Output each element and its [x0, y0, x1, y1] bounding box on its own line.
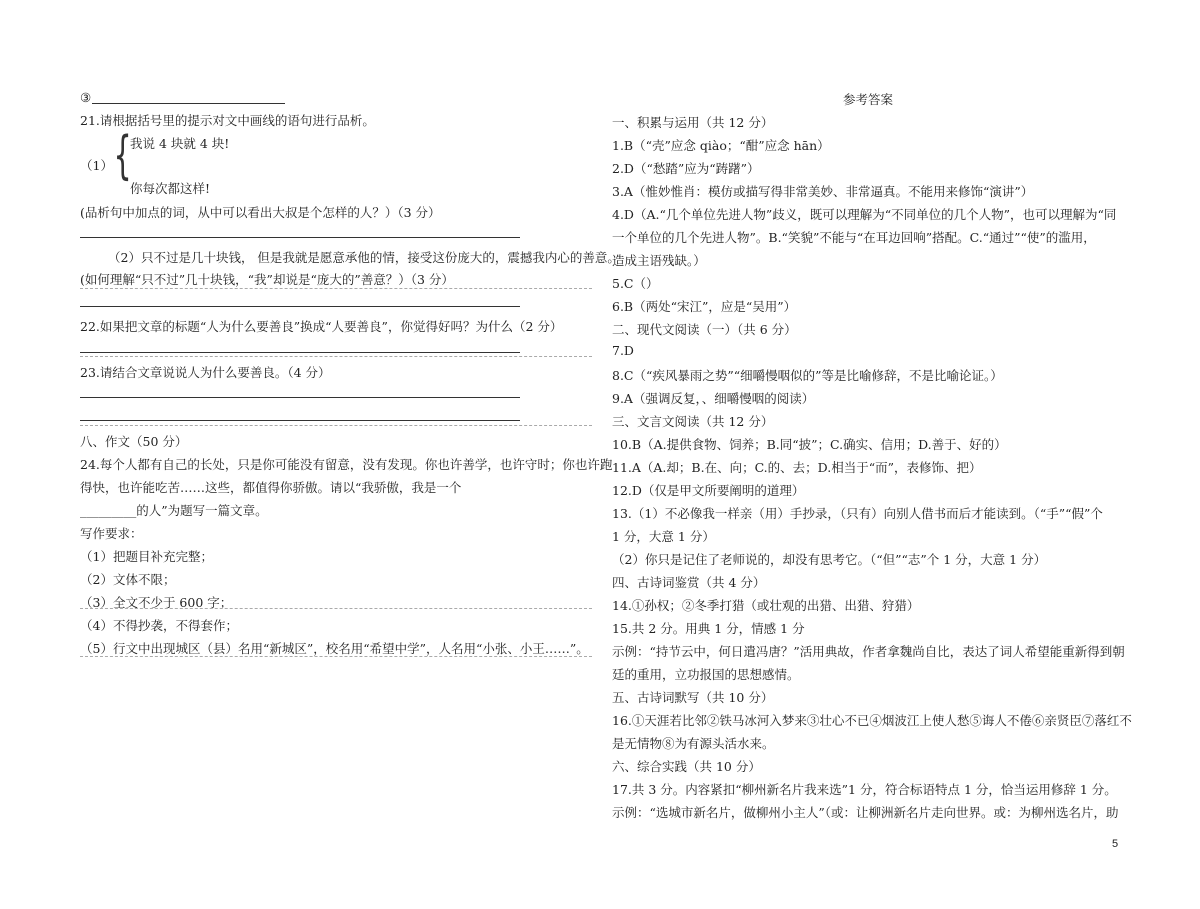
- answer-line-text: 9.A（强调反复，、细嚼慢咽的阅读）: [612, 391, 815, 406]
- blank-3-label: ③: [80, 90, 92, 105]
- q21-prompt: 21.请根据括号里的提示对文中画线的语句进行品析。: [80, 113, 375, 128]
- q21-1-sentence-b: 你每次都这样!: [130, 181, 211, 196]
- answer-line-text: 7.D: [612, 343, 634, 358]
- requirement-item: （3）全文不少于 600 字；: [80, 595, 233, 610]
- dashed-divider: [80, 288, 592, 289]
- answer-line-text: 6.B（两处“宋江”，应是“吴用”）: [612, 299, 797, 314]
- requirement-item: （4）不得抄袭，不得套作；: [80, 618, 238, 633]
- answer-line-text: 造成主语残缺。）: [612, 253, 706, 268]
- q24-text-line3: _________的人”为题写一篇文章。: [80, 503, 268, 518]
- q22-prompt: 22.如果把文章的标题“人为什么要善良”换成“人要善良”，你觉得好吗？为什么（2 分）: [80, 319, 563, 334]
- q24-text-line1: 24.每个人都有自己的长处，只是你可能没有留意，没有发现。你也许善学，也许守时；你也许跑: [80, 457, 613, 472]
- answer-line: [80, 237, 520, 238]
- brace-icon: {: [113, 126, 132, 186]
- dashed-divider: [80, 356, 592, 357]
- answer-line-text: 六、综合实践（共 10 分）: [612, 759, 761, 774]
- answer-line-text: 三、文言文阅读（共 12 分）: [612, 414, 774, 429]
- answer-line-text: 17.共 3 分。内容紧扣“柳州新名片我来选”1 分，符合标语特点 1 分，恰当运用修辞 1 分。: [612, 782, 1117, 797]
- requirement-item: （5）行文中出现城区（县）名用“新城区”，校名用“希望中学”，人名用“小张、小王……”。: [80, 641, 589, 656]
- answer-line-text: 四、古诗词鉴赏（共 4 分）: [612, 575, 766, 590]
- q24-text-line2: 得快，也许能吃苦……这些，都值得你骄傲。请以“我骄傲，我是一个: [80, 480, 462, 495]
- dashed-divider: [80, 608, 592, 609]
- answer-line-text: 2.D（“愁踏”应为“踌躇”）: [612, 161, 760, 176]
- answer-line-text: 14.①孙权；②冬季打猎（或壮观的出猎、出猎、狩猎）: [612, 598, 920, 613]
- writing-requirements-title: 写作要求：: [80, 526, 143, 541]
- answer-line-text: 3.A（惟妙惟肖：模仿或描写得非常美妙、非常逼真。不能用来修饰“演讲”）: [612, 184, 1034, 199]
- answer-line-text: 二、现代文阅读（一）（共 6 分）: [612, 322, 797, 337]
- answer-line: [80, 420, 520, 421]
- requirement-item: （2）文体不限；: [80, 572, 176, 587]
- answer-line-text: 五、古诗词默写（共 10 分）: [612, 690, 774, 705]
- answer-key-title: 参考答案: [842, 92, 893, 107]
- q21-1-number: （1）: [80, 158, 113, 173]
- answer-line-text: 11.A（A.却；B.在、向；C.的、去；D.相当于“而”，表修饰、把）: [612, 460, 982, 475]
- answer-line-text: 1 分，大意 1 分）: [612, 529, 715, 544]
- answer-line: [80, 397, 520, 398]
- answer-line-text: 8.C（“疾风暴雨之势”“细嚼慢咽似的”等是比喻修辞，不是比喻论证。）: [612, 368, 1003, 383]
- q21-2-text: （2）只不过是几十块钱， 但是我就是愿意承他的情，接受这份庞大的，震撼我内心的善意。: [108, 250, 620, 265]
- answer-line-text: 一、积累与运用（共 12 分）: [612, 115, 774, 130]
- section-8-heading: 八、作文（50 分）: [80, 434, 188, 449]
- answer-line-text: 是无情物⑧为有源头活水来。: [612, 736, 775, 751]
- answer-line-text: 示例：“持节云中，何日遣冯唐？”活用典故，作者拿魏尚自比，表达了词人希望能重新得到朝: [612, 644, 1125, 659]
- q23-prompt: 23.请结合文章说说人为什么要善良。（4 分）: [80, 365, 331, 380]
- answer-line-text: 示例：“选城市新名片，做柳州小主人”（或：让柳洲新名片走向世界。或：为柳州选名片，助: [612, 805, 1119, 820]
- dashed-divider: [80, 656, 592, 657]
- answer-line-text: 13.（1）不必像我一样亲（用）手抄录，（只有）向别人借书而后才能读到。（“手”“假”个: [612, 506, 1103, 521]
- answer-line-text: 15.共 2 分。用典 1 分，情感 1 分: [612, 621, 805, 636]
- answer-line: [80, 306, 520, 307]
- answer-line-text: 5.C（）: [612, 276, 659, 291]
- answer-line-text: （2）你只是记住了老师说的，却没有思考它。（“但”“志”个 1 分，大意 1 分）: [612, 552, 1047, 567]
- answer-line-text: 1.B（“壳”应念 qiào；“酣”应念 hān）: [612, 138, 830, 153]
- answer-line-text: 10.B（A.提供食物、饲养；B.同“披”；C.确实、信用；D.善于、好的）: [612, 437, 1007, 452]
- answer-line-text: 4.D（A.“几个单位先进人物”歧义，既可以理解为“不同单位的几个人物”，也可以理解为“同: [612, 207, 1117, 222]
- answer-line-text: 16.①天涯若比邻②铁马冰河入梦来③壮心不已④烟波江上使人愁⑤诲人不倦⑥亲贤臣⑦落红不: [612, 713, 1132, 728]
- answer-line-text: 廷的重用，立功报国的思想感情。: [612, 667, 800, 682]
- requirement-item: （1）把题目补充完整；: [80, 549, 213, 564]
- answer-blank-3: [92, 103, 285, 104]
- q21-2-hint: (如何理解“只不过”几十块钱，“我”却说是“庞大的”善意？）（3 分）: [80, 272, 454, 287]
- answer-line: [80, 352, 520, 353]
- q21-1-sentence-a: 我说 4 块就 4 块!: [130, 136, 230, 151]
- page-number: 5: [1112, 838, 1119, 850]
- q21-1-hint: (品析句中加点的词，从中可以看出大叔是个怎样的人？）（3 分）: [80, 205, 441, 220]
- answer-line-text: 一个单位的几个先进人物”。B.“笑貌”不能与“在耳边回响”搭配。C.“通过”“使”的滥用，: [612, 230, 1096, 245]
- answer-line-text: 12.D（仅是甲文所要阐明的道理）: [612, 483, 805, 498]
- dashed-divider: [80, 425, 592, 426]
